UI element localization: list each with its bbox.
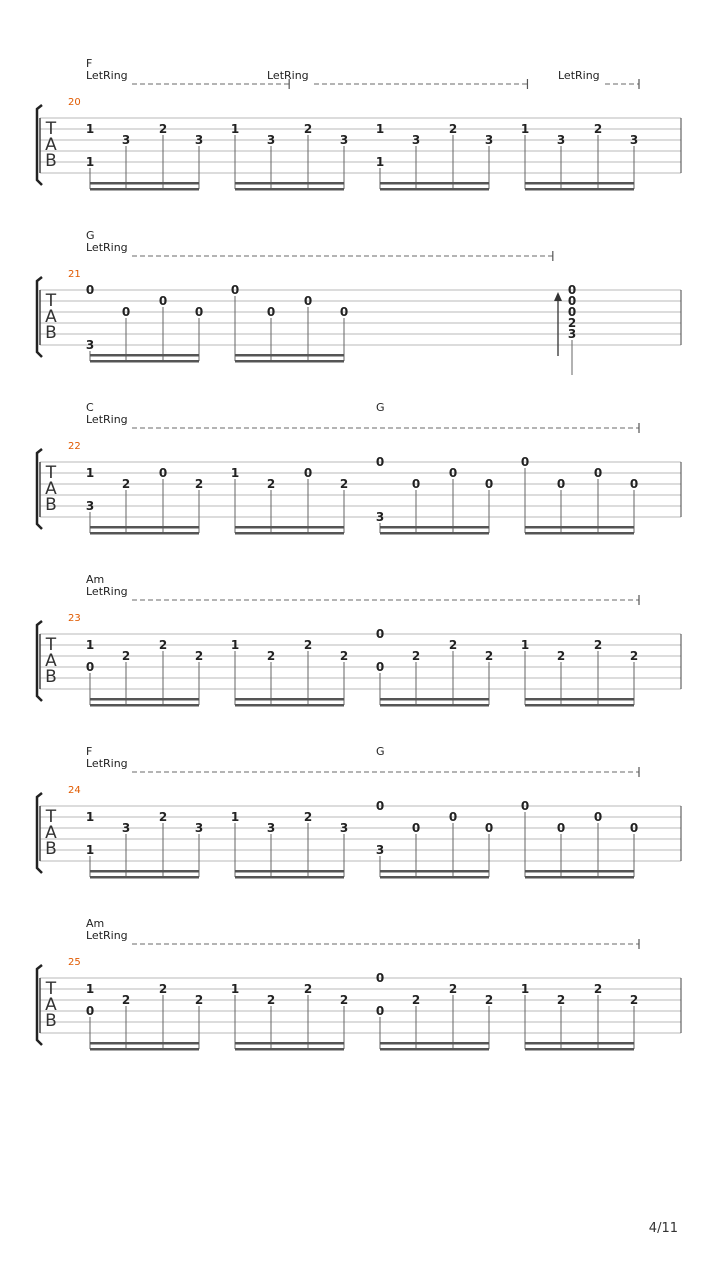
fret-number: 2 (593, 122, 603, 136)
fret-number: 0 (375, 627, 385, 641)
let-ring-label: LetRing (86, 413, 128, 426)
let-ring-label: LetRing (86, 241, 128, 254)
fret-number: 3 (375, 510, 385, 524)
fret-number: 1 (230, 982, 240, 996)
fret-number: 2 (158, 810, 168, 824)
tab-system (37, 745, 681, 879)
fret-number: 0 (339, 305, 349, 319)
fret-number: 0 (121, 305, 131, 319)
fret-number: 1 (85, 810, 95, 824)
beam-primary (235, 876, 344, 879)
fret-number: 3 (194, 821, 204, 835)
fret-number: 2 (194, 649, 204, 663)
fret-number: 0 (158, 294, 168, 308)
tab-clef-letter: B (45, 1011, 57, 1031)
fret-number: 1 (85, 843, 95, 857)
beam-secondary (235, 354, 344, 357)
tab-system (37, 917, 681, 1051)
fret-number: 2 (121, 649, 131, 663)
fret-number: 2 (158, 638, 168, 652)
beam-secondary (90, 182, 199, 185)
beam-secondary (525, 698, 634, 701)
beam-primary (525, 532, 634, 535)
fret-number: 3 (194, 133, 204, 147)
fret-number: 2 (556, 993, 566, 1007)
fret-number: 1 (230, 466, 240, 480)
beam-primary (525, 704, 634, 707)
measure-number: 22 (68, 441, 81, 452)
beam-primary (380, 532, 489, 535)
beam-primary (380, 1048, 489, 1051)
fret-number: 0 (303, 466, 313, 480)
beam-secondary (380, 870, 489, 873)
tab-clef-letter: T (45, 807, 57, 827)
fret-number: 2 (158, 122, 168, 136)
fret-number: 0 (85, 660, 95, 674)
beam-primary (90, 876, 199, 879)
measure-number: 25 (68, 957, 81, 968)
fret-number: 0 (375, 455, 385, 469)
fret-number: 0 (520, 455, 530, 469)
fret-number: 1 (375, 122, 385, 136)
fret-number: 0 (567, 305, 577, 319)
fret-number: 0 (230, 283, 240, 297)
tab-clef-letter: A (45, 307, 57, 327)
fret-number: 2 (411, 993, 421, 1007)
fret-number: 2 (121, 993, 131, 1007)
fret-number: 0 (593, 810, 603, 824)
fret-number: 0 (593, 466, 603, 480)
beam-secondary (90, 870, 199, 873)
fret-number: 3 (266, 133, 276, 147)
fret-number: 3 (266, 821, 276, 835)
beam-primary (525, 188, 634, 191)
tab-clef-letter: A (45, 995, 57, 1015)
let-ring-label: LetRing (86, 929, 128, 942)
beam-secondary (525, 526, 634, 529)
tab-clef-letter: A (45, 823, 57, 843)
fret-number: 0 (567, 294, 577, 308)
tab-system (37, 229, 681, 375)
beam-secondary (90, 698, 199, 701)
fret-number: 1 (230, 122, 240, 136)
beam-primary (235, 1048, 344, 1051)
tab-clef-letter: B (45, 323, 57, 343)
fret-number: 1 (85, 466, 95, 480)
fret-number: 0 (448, 466, 458, 480)
fret-number: 0 (158, 466, 168, 480)
measure-number: 23 (68, 613, 81, 624)
fret-number: 0 (375, 799, 385, 813)
beam-secondary (525, 870, 634, 873)
tab-system (37, 401, 681, 535)
fret-number: 0 (85, 1004, 95, 1018)
chord-name: F (86, 57, 93, 70)
beam-primary (235, 188, 344, 191)
fret-number: 0 (556, 821, 566, 835)
beam-secondary (235, 870, 344, 873)
fret-number: 1 (85, 982, 95, 996)
let-ring-label: LetRing (86, 757, 128, 770)
chord-name: C (86, 401, 94, 414)
beam-secondary (525, 1042, 634, 1045)
fret-number: 3 (339, 133, 349, 147)
let-ring-label: LetRing (558, 69, 600, 82)
chord-name: G (376, 745, 385, 758)
fret-number: 2 (266, 477, 276, 491)
fret-number: 2 (339, 993, 349, 1007)
beam-secondary (90, 1042, 199, 1045)
tab-clef-letter: T (45, 635, 57, 655)
beam-primary (235, 704, 344, 707)
chord-name: G (86, 229, 95, 242)
beam-primary (90, 532, 199, 535)
fret-number: 2 (303, 122, 313, 136)
tab-clef-letter: B (45, 495, 57, 515)
fret-number: 2 (303, 810, 313, 824)
fret-number: 2 (339, 649, 349, 663)
beam-secondary (235, 1042, 344, 1045)
beam-primary (90, 1048, 199, 1051)
beam-secondary (235, 526, 344, 529)
fret-number: 2 (194, 993, 204, 1007)
fret-number: 1 (85, 122, 95, 136)
fret-number: 3 (339, 821, 349, 835)
fret-number: 2 (339, 477, 349, 491)
fret-number: 2 (629, 993, 639, 1007)
fret-number: 2 (484, 649, 494, 663)
beam-secondary (235, 698, 344, 701)
tab-clef-letter: B (45, 839, 57, 859)
fret-number: 2 (303, 982, 313, 996)
tab-clef-letter: T (45, 463, 57, 483)
beam-secondary (90, 354, 199, 357)
fret-number: 0 (411, 477, 421, 491)
fret-number: 2 (158, 982, 168, 996)
fret-number: 2 (484, 993, 494, 1007)
fret-number: 2 (448, 638, 458, 652)
tab-clef-letter: A (45, 479, 57, 499)
fret-number: 1 (520, 638, 530, 652)
chord-name: Am (86, 917, 105, 930)
fret-number: 2 (266, 993, 276, 1007)
fret-number: 1 (230, 638, 240, 652)
fret-number: 3 (484, 133, 494, 147)
fret-number: 2 (303, 638, 313, 652)
chord-name: Am (86, 573, 105, 586)
fret-number: 0 (484, 821, 494, 835)
fret-number: 0 (85, 283, 95, 297)
fret-number: 2 (593, 982, 603, 996)
fret-number: 1 (520, 982, 530, 996)
beam-primary (235, 532, 344, 535)
let-ring-label: LetRing (86, 69, 128, 82)
beam-primary (525, 1048, 634, 1051)
fret-number: 0 (567, 283, 577, 297)
beam-primary (235, 360, 344, 363)
tab-clef-letter: B (45, 667, 57, 687)
tab-system (37, 573, 681, 707)
strum-arrow-head (554, 292, 562, 301)
beam-primary (90, 360, 199, 363)
beam-secondary (380, 1042, 489, 1045)
tab-clef-letter: T (45, 119, 57, 139)
fret-number: 0 (303, 294, 313, 308)
fret-number: 0 (556, 477, 566, 491)
tab-clef-letter: B (45, 151, 57, 171)
fret-number: 3 (85, 338, 95, 352)
fret-number: 3 (121, 133, 131, 147)
fret-number: 0 (411, 821, 421, 835)
fret-number: 1 (85, 155, 95, 169)
fret-number: 1 (85, 638, 95, 652)
fret-number: 0 (629, 477, 639, 491)
fret-number: 3 (567, 327, 577, 341)
tab-clef-letter: T (45, 291, 57, 311)
measure-number: 20 (68, 97, 81, 108)
beam-secondary (380, 182, 489, 185)
fret-number: 1 (520, 122, 530, 136)
fret-number: 2 (567, 316, 577, 330)
fret-number: 2 (194, 477, 204, 491)
fret-number: 3 (411, 133, 421, 147)
tab-clef-letter: T (45, 979, 57, 999)
beam-secondary (380, 526, 489, 529)
tab-clef-letter: A (45, 651, 57, 671)
fret-number: 0 (266, 305, 276, 319)
fret-number: 3 (121, 821, 131, 835)
let-ring-label: LetRing (86, 585, 128, 598)
fret-number: 0 (375, 971, 385, 985)
beam-secondary (235, 182, 344, 185)
fret-number: 2 (593, 638, 603, 652)
fret-number: 2 (266, 649, 276, 663)
fret-number: 3 (629, 133, 639, 147)
beam-primary (525, 876, 634, 879)
tab-system (37, 57, 681, 191)
fret-number: 0 (629, 821, 639, 835)
fret-number: 2 (556, 649, 566, 663)
fret-number: 0 (520, 799, 530, 813)
fret-number: 1 (230, 810, 240, 824)
fret-number: 0 (484, 477, 494, 491)
beam-primary (90, 704, 199, 707)
fret-number: 0 (375, 660, 385, 674)
let-ring-label: LetRing (267, 69, 309, 82)
chord-name: G (376, 401, 385, 414)
tab-clef-letter: A (45, 135, 57, 155)
beam-secondary (90, 526, 199, 529)
fret-number: 2 (448, 982, 458, 996)
measure-number: 21 (68, 269, 81, 280)
fret-number: 0 (194, 305, 204, 319)
beam-primary (380, 704, 489, 707)
fret-number: 2 (629, 649, 639, 663)
beam-primary (90, 188, 199, 191)
fret-number: 1 (375, 155, 385, 169)
fret-number: 2 (121, 477, 131, 491)
fret-number: 2 (448, 122, 458, 136)
fret-number: 0 (375, 1004, 385, 1018)
measure-number: 24 (68, 785, 81, 796)
chord-name: F (86, 745, 93, 758)
page-number: 4/11 (648, 1221, 678, 1236)
beam-secondary (380, 698, 489, 701)
fret-number: 3 (85, 499, 95, 513)
fret-number: 0 (448, 810, 458, 824)
fret-number: 2 (411, 649, 421, 663)
beam-primary (380, 188, 489, 191)
beam-primary (380, 876, 489, 879)
beam-secondary (525, 182, 634, 185)
fret-number: 3 (556, 133, 566, 147)
fret-number: 3 (375, 843, 385, 857)
